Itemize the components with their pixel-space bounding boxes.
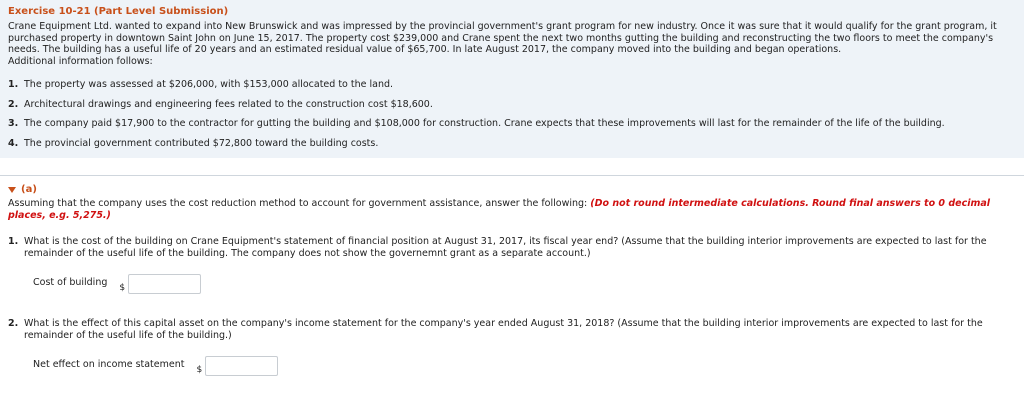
exercise-title: Exercise 10-21 (Part Level Submission) xyxy=(8,6,229,17)
instruction-text: Assuming that the company uses the cost reduction method to account for government assistance, answer the following: xyxy=(8,198,591,209)
part-a-instruction xyxy=(8,198,1016,221)
item-text: The company paid $17,900 to the contractor for gutting the building and $108,000 for construction. Crane expects that these improvements will last for the remainder of the life of the building. xyxy=(24,118,945,130)
part-a-label: (a) xyxy=(21,184,37,195)
list-item xyxy=(8,118,1016,130)
currency-symbol: $ xyxy=(196,365,203,375)
cost-of-building-label: Cost of building xyxy=(33,277,108,288)
net-effect-row xyxy=(33,356,1016,376)
question-2 xyxy=(8,318,1016,341)
question-number: 1. xyxy=(8,236,19,247)
additional-info-label: Additional information follows: xyxy=(8,55,153,67)
question-text: What is the effect of this capital asset on the company's income statement for the company's year ended August 31, 2018? (Assume that the building interior improvements are expected to last for the remainder of the useful life of the building.) xyxy=(24,318,983,341)
cost-of-building-row xyxy=(33,274,1016,294)
question-1 xyxy=(8,236,1016,259)
problem-statement-panel xyxy=(0,0,1024,158)
part-a-section xyxy=(0,175,1024,376)
list-item xyxy=(8,79,1016,91)
rounding-note: (Do not round intermediate calculations. Round final answers to 0 decimal places, e.g. 5,275.) xyxy=(8,198,991,221)
additional-info-list xyxy=(8,79,1016,150)
item-number: 4. xyxy=(8,137,19,149)
item-number: 3. xyxy=(8,118,19,130)
item-number: 2. xyxy=(8,98,19,110)
item-text: Architectural drawings and engineering fees related to the construction cost $18,600. xyxy=(24,98,433,110)
currency-symbol: $ xyxy=(119,283,126,293)
net-effect-label: Net effect on income statement xyxy=(33,359,185,370)
item-text: The property was assessed at $206,000, with $153,000 allocated to the land. xyxy=(24,79,394,91)
net-effect-input[interactable] xyxy=(205,356,278,376)
question-text: What is the cost of the building on Crane Equipment's statement of financial position at August 31, 2017, its fiscal year end? (Assume that the building interior improvements are expected to last for the remainder of the useful life of the building. The company does not show the governemnt grant as a separate account.) xyxy=(24,236,987,259)
part-a-toggle[interactable] xyxy=(8,184,1016,195)
question-number: 2. xyxy=(8,318,19,329)
cost-of-building-input[interactable] xyxy=(128,274,201,294)
item-text: The provincial government contributed $72,800 toward the building costs. xyxy=(24,137,379,149)
exercise-intro: Crane Equipment Ltd. wanted to expand into New Brunswick and was impressed by the provincial government's grant program for new industry. Once it was sure that it would qualify for the grant program, it purchased property in downtown Saint John on June 15, 2017. The property cost $239,000 and Crane spent the next two months gutting the building and reconstructing the two floors to meet the company's needs. The building has a useful life of 20 years and an estimated residual value of $65,700. In late August 2017, the company moved into the building and began operations. xyxy=(8,21,997,56)
item-number: 1. xyxy=(8,79,19,91)
collapse-caret-icon[interactable] xyxy=(8,187,16,193)
list-item xyxy=(8,138,1016,150)
list-item xyxy=(8,99,1016,111)
